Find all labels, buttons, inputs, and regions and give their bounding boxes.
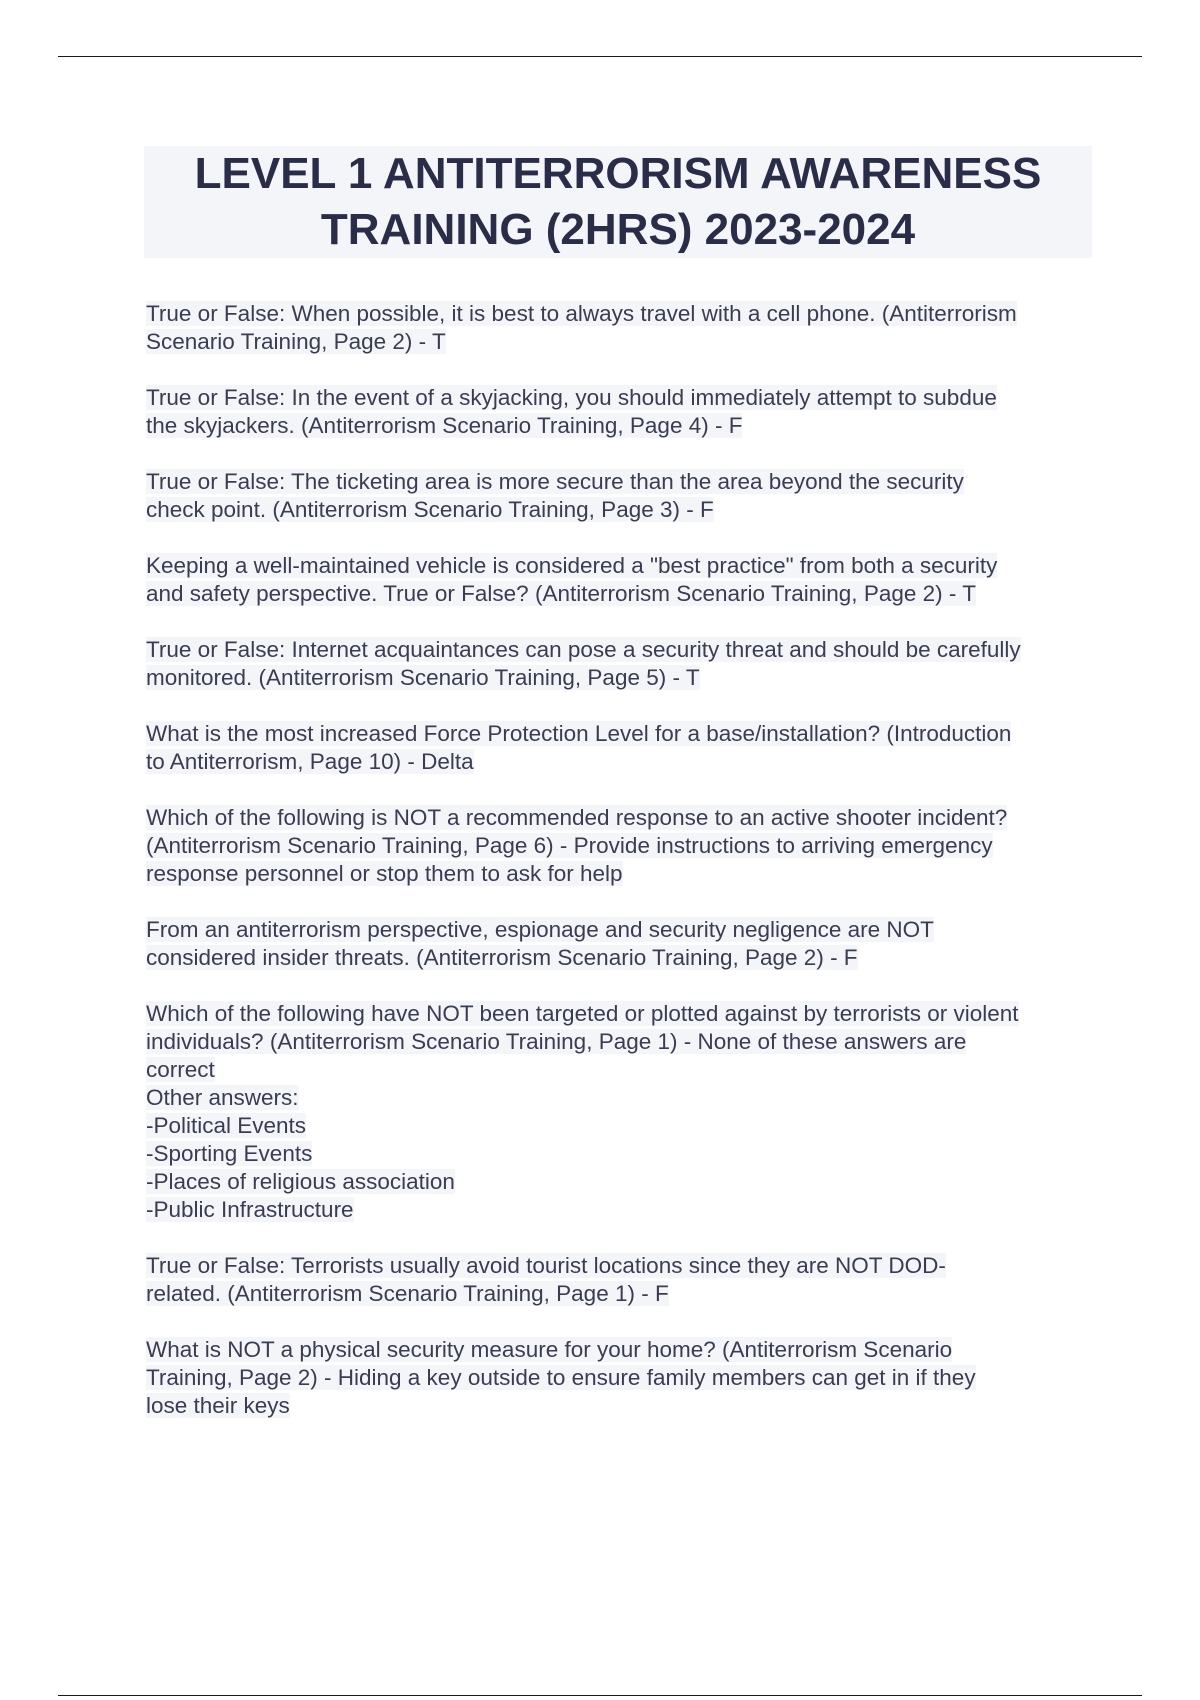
question-line: [146, 1112, 1096, 1140]
question-line: [146, 580, 1096, 608]
question-line: [146, 1364, 1096, 1392]
question-line: [146, 1084, 1096, 1112]
question-line-text: related. (Antiterrorism Scenario Training, Page 1) - F: [146, 1281, 669, 1306]
question-line-text: to Antiterrorism, Page 10) - Delta: [146, 749, 474, 774]
title-line-1: LEVEL 1 ANTITERRORISM AWARENESS: [194, 149, 1042, 198]
top-rule: [58, 56, 1142, 57]
question-line-text: -Public Infrastructure: [146, 1197, 354, 1222]
question-line: [146, 1280, 1096, 1308]
question-line: [146, 636, 1096, 664]
question-line: [146, 860, 1096, 888]
question-line-text: From an antiterrorism perspective, espionage and security negligence are NOT: [146, 917, 934, 942]
question-item: [146, 468, 1096, 524]
question-item: [146, 384, 1096, 440]
question-line-text: (Antiterrorism Scenario Training, Page 6) - Provide instructions to arriving emergency: [146, 833, 993, 858]
question-item: [146, 1336, 1096, 1420]
question-line: [146, 1140, 1096, 1168]
question-item: [146, 1000, 1096, 1224]
question-line: [146, 664, 1096, 692]
question-line-text: -Places of religious association: [146, 1169, 455, 1194]
question-line: [146, 1000, 1096, 1028]
question-line-text: True or False: In the event of a skyjacking, you should immediately attempt to subdue: [146, 385, 997, 410]
question-line-text: True or False: Terrorists usually avoid tourist locations since they are NOT DOD-: [146, 1253, 946, 1278]
question-line: [146, 944, 1096, 972]
title-line-2: TRAINING (2HRS) 2023-2024: [320, 205, 916, 254]
question-line: [146, 300, 1096, 328]
question-line-text: True or False: The ticketing area is more secure than the area beyond the security: [146, 469, 964, 494]
question-line: [146, 468, 1096, 496]
question-line-text: What is the most increased Force Protection Level for a base/installation? (Introduction: [146, 721, 1012, 746]
question-line: [146, 1196, 1096, 1224]
bottom-rule: [58, 1695, 1142, 1696]
question-line-text: What is NOT a physical security measure for your home? (Antiterrorism Scenario: [146, 1337, 953, 1362]
question-line-text: True or False: Internet acquaintances can pose a security threat and should be carefully: [146, 637, 1021, 662]
question-line-text: considered insider threats. (Antiterrorism Scenario Training, Page 2) - F: [146, 945, 858, 970]
question-item: [146, 300, 1096, 356]
question-line-text: Scenario Training, Page 2) - T: [146, 329, 446, 354]
document-title: [144, 146, 1092, 258]
question-line-text: the skyjackers. (Antiterrorism Scenario Training, Page 4) - F: [146, 413, 743, 438]
question-line: [146, 412, 1096, 440]
question-line-text: correct: [146, 1057, 215, 1082]
question-line-text: -Sporting Events: [146, 1141, 313, 1166]
question-line: [146, 496, 1096, 524]
question-item: [146, 1252, 1096, 1308]
question-line: [146, 1056, 1096, 1084]
question-list: [146, 300, 1096, 1448]
question-line-text: True or False: When possible, it is best to always travel with a cell phone. (Antiterrorism: [146, 301, 1017, 326]
question-line-text: Which of the following is NOT a recommended response to an active shooter incident?: [146, 805, 1008, 830]
question-line: [146, 804, 1096, 832]
question-item: [146, 804, 1096, 888]
question-line-text: Keeping a well-maintained vehicle is considered a "best practice" from both a security: [146, 553, 998, 578]
question-line-text: and safety perspective. True or False? (Antiterrorism Scenario Training, Page 2) - T: [146, 581, 976, 606]
question-line-text: Which of the following have NOT been targeted or plotted against by terrorists or violent: [146, 1001, 1019, 1026]
question-line: [146, 552, 1096, 580]
question-line: [146, 1168, 1096, 1196]
question-line-text: lose their keys: [146, 1393, 290, 1418]
question-line: [146, 1028, 1096, 1056]
question-item: [146, 636, 1096, 692]
question-line-text: monitored. (Antiterrorism Scenario Training, Page 5) - T: [146, 665, 700, 690]
question-line: [146, 720, 1096, 748]
question-line-text: individuals? (Antiterrorism Scenario Training, Page 1) - None of these answers are: [146, 1029, 967, 1054]
question-line: [146, 916, 1096, 944]
question-line: [146, 328, 1096, 356]
question-item: [146, 552, 1096, 608]
question-line: [146, 1392, 1096, 1420]
question-line-text: Training, Page 2) - Hiding a key outside to ensure family members can get in if they: [146, 1365, 976, 1390]
question-line: [146, 1336, 1096, 1364]
question-line: [146, 1252, 1096, 1280]
question-item: [146, 720, 1096, 776]
question-line-text: check point. (Antiterrorism Scenario Training, Page 3) - F: [146, 497, 714, 522]
question-line: [146, 384, 1096, 412]
question-line-text: -Political Events: [146, 1113, 307, 1138]
question-line: [146, 832, 1096, 860]
question-line-text: response personnel or stop them to ask for help: [146, 861, 623, 886]
question-line-text: Other answers:: [146, 1085, 299, 1110]
question-line: [146, 748, 1096, 776]
question-item: [146, 916, 1096, 972]
